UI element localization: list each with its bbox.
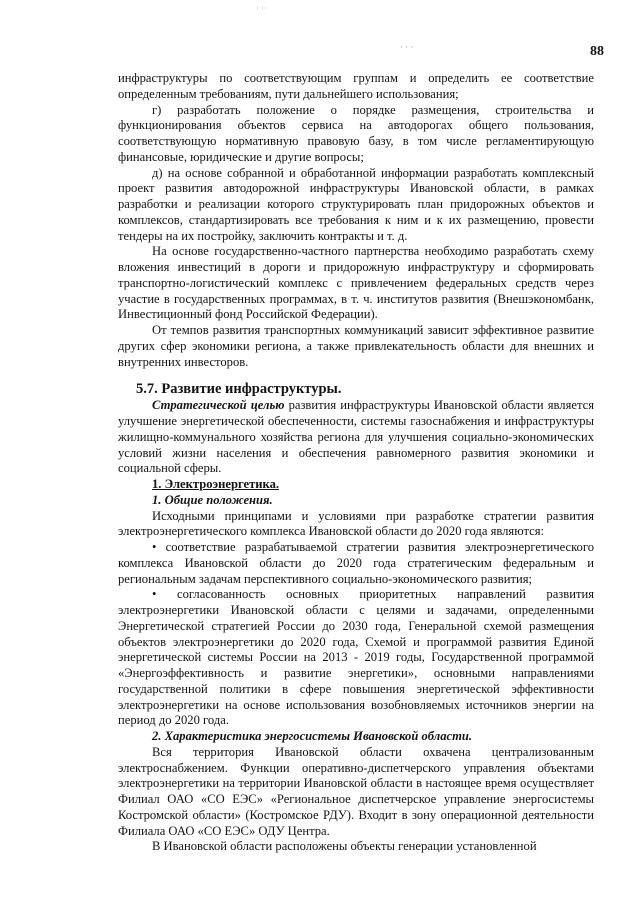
paragraph: На основе государственно-частного партнерства необходимо разработать схему вложения инвестиций в дороги и придорожную инфраструктуру и сформировать транспортно-логистический комплекс с привлечением федеральных средств через участие в государственных программах, в т. ч. институтов развития (Внешэкономбанк, Инвестиционный фонд Российской Федерации). <box>118 244 594 322</box>
subsection-heading: 1. Общие положения. <box>152 492 273 507</box>
paragraph: г) разработать положение о порядке размещения, строительства и функционирования объектов сервиса на автодорогах общего пользования, соответствующую нормативную правовую базу, в том числе регламентирующую финансовые, юридические и другие вопросы; <box>118 102 594 164</box>
subsection-heading: 2. Характеристика энергосистемы Ивановской области. <box>152 729 473 743</box>
paragraph: Исходными принципами и условиями при разработке стратегии развития электроэнергетического комплекса Ивановской области до 2020 года являются: <box>118 508 594 539</box>
paragraph: От темпов развития транспортных коммуникаций зависит эффективное развитие других сфер экономики региона, а также привлекательность области для внешних и внутренних инвесторов. <box>118 323 594 369</box>
scan-mark: · · · <box>400 42 414 52</box>
bullet-item: • согласованность основных приоритетных направлений развития электроэнергетики Ивановской области с целями и задачами, определенными Энергетической стратегией России до 2030 года, Генеральной схемой размещения объектов электроэнергетики до 2020 года, Схемой и программой развития Единой энергетической системы России на 2013 - 2019 годы, Государственной программой «Энергоэффективность и развитие энергетики», основными направлениями государственной политики в сфере повышения энергетической эффективности электроэнергетики на основе использования возобновляемых источников энергии на период до 2020 года. <box>118 587 594 728</box>
bullet-item: • соответствие разрабатываемой стратегии развития электроэнергетического комплекса Ивановской области до 2020 года стратегическим федеральным и региональным задачам перспективного социально-экономического развития; <box>118 540 594 586</box>
paragraph: В Ивановской области расположены объекты генерации установленной <box>152 839 537 854</box>
page-number: 88 <box>590 44 604 59</box>
subsection-heading: 1. Электроэнергетика. <box>152 477 280 491</box>
paragraph-text: развития инфраструктуры Ивановской области является улучшение энергетической обеспеченности, системы газоснабжения и инфраструктуры жилищно-коммунального хозяйства региона для улучшения социально-экономических условий жизни населения и обеспечения равномерного развития экономики и социальной сферы. <box>118 398 594 476</box>
section-heading: 5.7. Развитие инфраструктуры. <box>136 381 342 398</box>
paragraph: инфраструктуры по соответствующим группам и определить ее соответствие определенным требованиям, пути дальнейшего использования; <box>118 71 594 101</box>
emphasis-lead: Стратегической целью <box>152 398 285 413</box>
scan-mark: ˙ ˙˙ <box>256 6 268 16</box>
paragraph: Вся территория Ивановской области охвачена централизованным электроснабжением. Функции оперативно-диспетчерского управления объектами электроэнергетики на территории Ивановской области в настоящее время осуществляет Филиал ОАО «СО ЕЭС» «Региональное диспетчерское управление энергосистемы Костромской области» (Костромское РДУ). Входит в зону операционной деятельности Филиала ОАО «СО ЕЭС» ОДУ Центра. <box>118 744 594 838</box>
paragraph <box>118 398 594 477</box>
paragraph: д) на основе собранной и обработанной информации разработать комплексный проект развития автодорожной инфраструктуры Ивановской области, в рамках разработки и реализации которого структурировать план придорожных объектов и комплексов, стандартизировать все требования к ним и к их размещению, провести тендеры на их постройку, заключить контракты и т. д. <box>118 165 594 243</box>
document-body <box>118 71 594 855</box>
